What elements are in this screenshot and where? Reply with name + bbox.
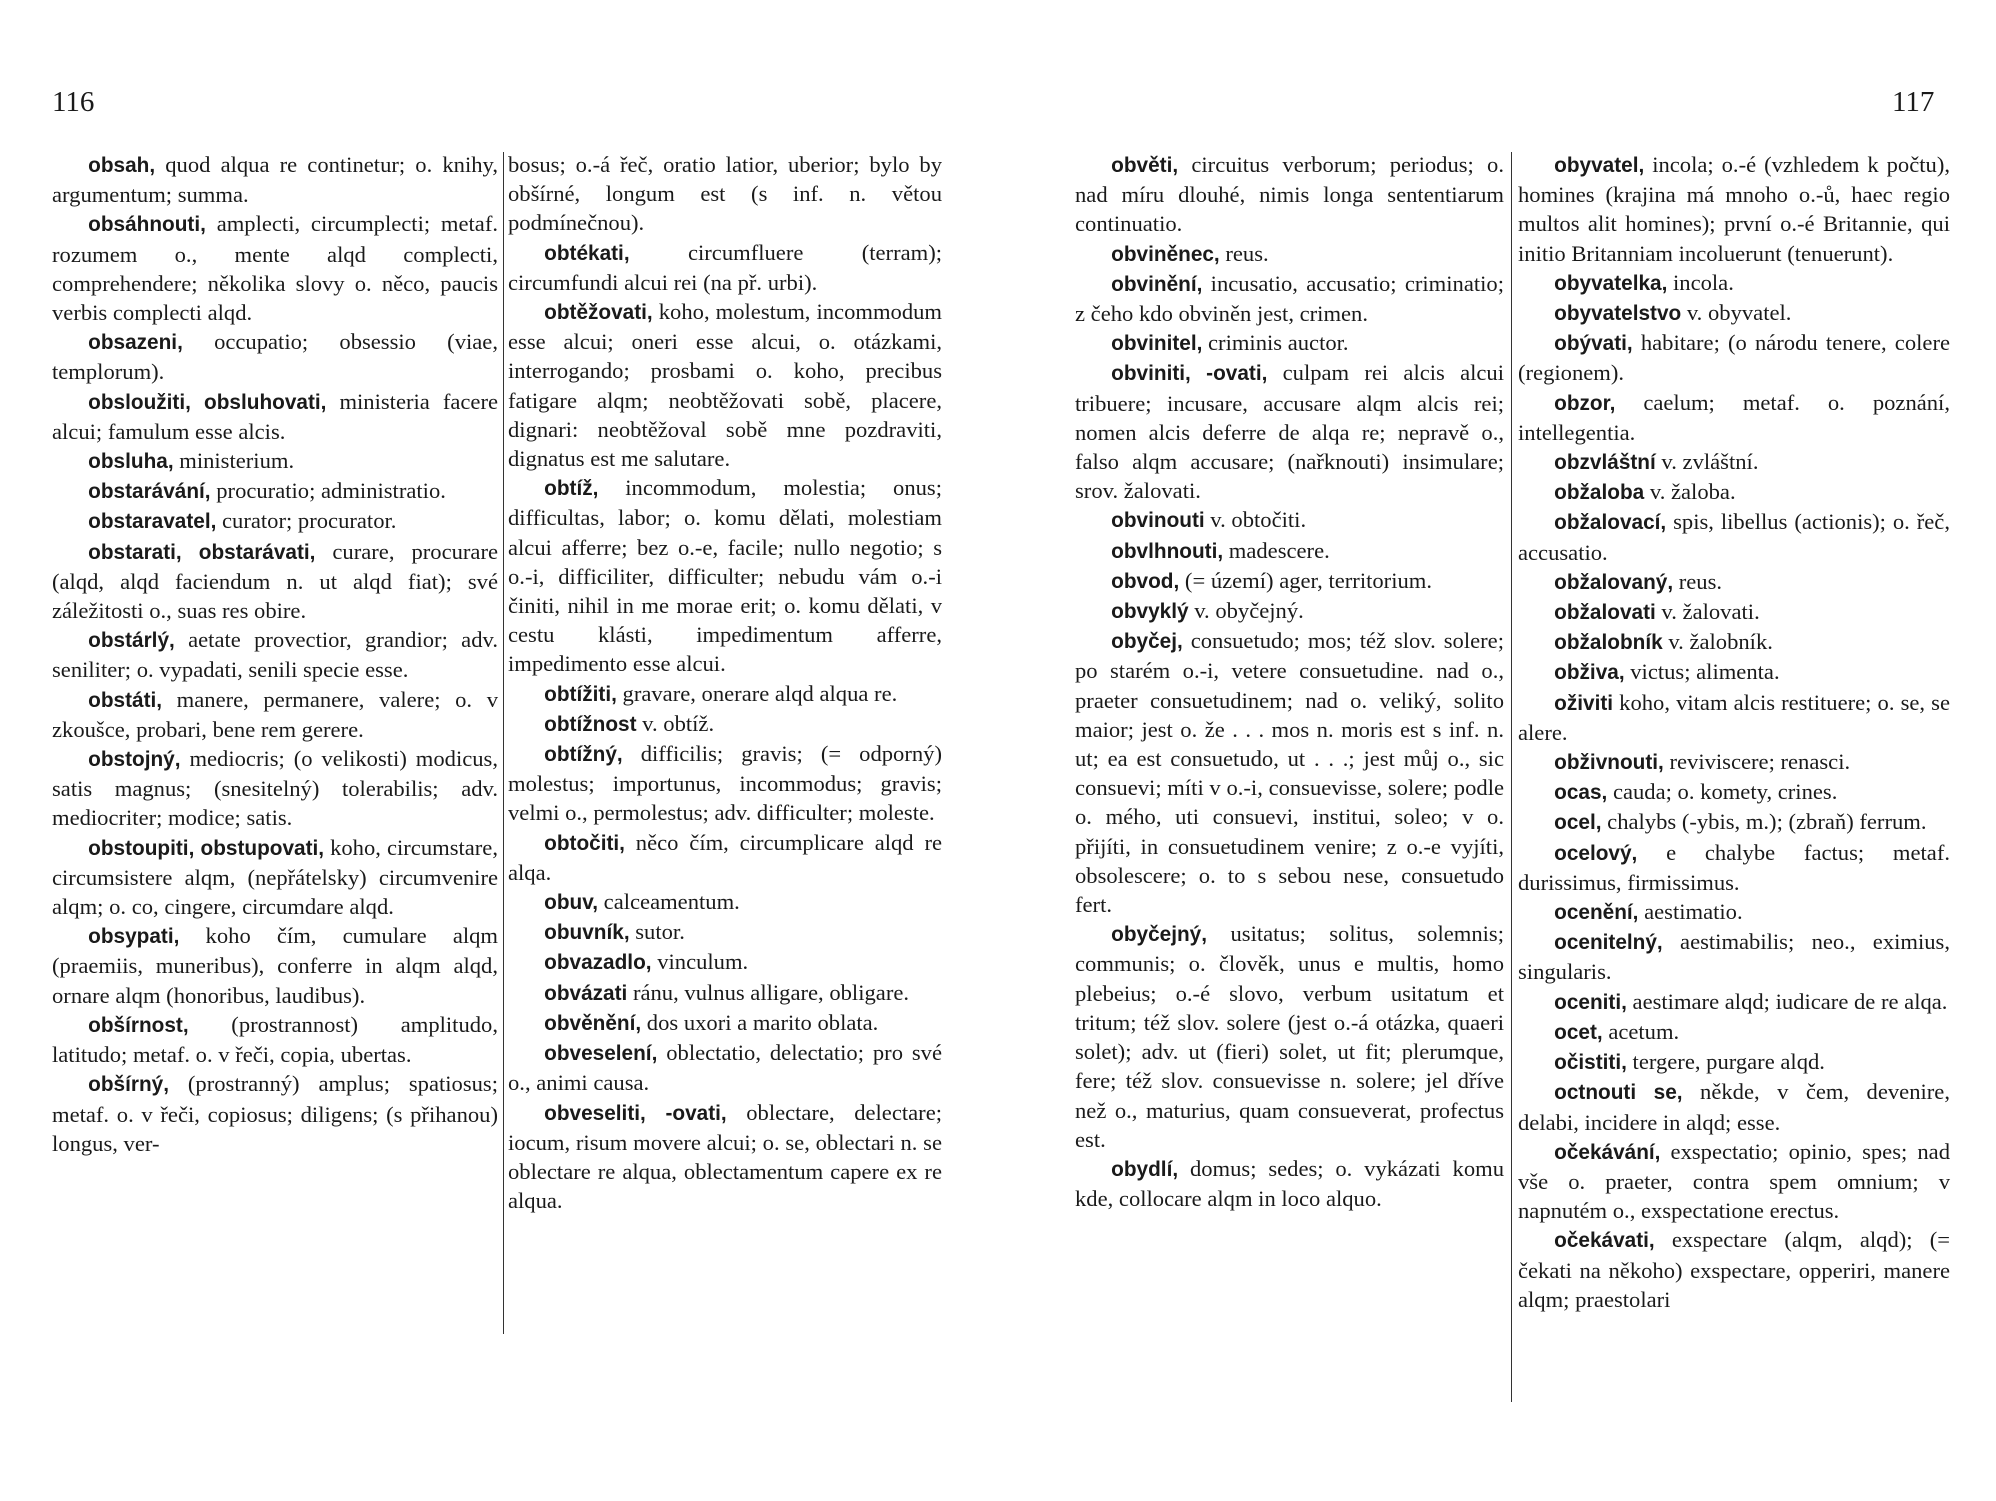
dictionary-entry [1075, 150, 1504, 239]
entry-headword: ocel, [1554, 811, 1602, 835]
entry-definition: koho čím, cumulare alqm (praemiis, muneribus), conferre in alqm alqd, ornare alqm (honoribus, laudibus). [52, 923, 498, 1008]
dictionary-entry [1518, 688, 1950, 747]
entry-definition: gravare, onerare alqd alqua re. [616, 680, 898, 706]
dictionary-entry [1518, 298, 1950, 328]
entry-headword: obuvník, [544, 921, 630, 945]
entry-definition: amplecti, circumplecti; metaf. rozumem o., mente alqd complecti, comprehendere; několika slovy o. něco, paucis verbis complecti alqd. [52, 211, 498, 326]
dictionary-entry [1075, 269, 1504, 328]
entry-definition: culpam rei alcis alcui tribuere; incusare, accusare alqm alcis rei; nomen alcis deferre de alqa re; nepravě o., falso alqm accusare; (nařknouti) insimulare; srov. žalovati. [1075, 360, 1504, 504]
dictionary-entry [1075, 536, 1504, 566]
entry-headword: očekávání, [1554, 1140, 1661, 1164]
dictionary-entry [1075, 626, 1504, 919]
dictionary-column-3 [1075, 150, 1504, 1213]
dictionary-entry [508, 679, 942, 709]
entry-headword: obsáhnouti, [88, 213, 206, 237]
entry-definition: v. žalobník. [1662, 629, 1773, 655]
entry-definition: caelum; metaf. o. poznání, intellegentia. [1518, 389, 1950, 445]
entry-headword: obtížiti, [544, 682, 617, 706]
entry-headword: obtěžovati, [544, 301, 653, 325]
entry-definition: v. žalovati. [1655, 599, 1760, 625]
dictionary-entry [52, 387, 498, 446]
dictionary-entry [52, 150, 498, 209]
dictionary-entry [52, 921, 498, 1010]
dictionary-entry [1518, 567, 1950, 597]
entry-headword: obvinění, [1111, 272, 1203, 296]
entry-headword: obsypati, [88, 925, 180, 949]
dictionary-entry [508, 150, 942, 238]
entry-headword: ocenění, [1554, 901, 1639, 925]
dictionary-entry [52, 209, 498, 327]
entry-definition: acetum. [1602, 1018, 1680, 1044]
entry-headword: ocas, [1554, 781, 1608, 805]
dictionary-column-4 [1518, 150, 1950, 1314]
dictionary-entry [1075, 919, 1504, 1154]
entry-definition: oblectare, delectare; iocum, risum movere alcui; o. se, oblectari n. se oblectare re alqua, oblectamentum capere ex re alqua. [508, 1099, 942, 1214]
entry-headword: oživiti [1554, 691, 1614, 715]
dictionary-entry [1518, 1077, 1950, 1136]
entry-headword: obydlí, [1111, 1157, 1179, 1181]
entry-definition: cauda; o. komety, crines. [1607, 779, 1838, 805]
dictionary-entry [1075, 239, 1504, 269]
dictionary-entry [1075, 358, 1504, 505]
entry-definition: (= území) ager, territorium. [1179, 567, 1432, 593]
entry-definition: koho, vitam alcis restituere; o. se, se alere. [1518, 689, 1950, 745]
dictionary-entry [1518, 477, 1950, 507]
entry-headword: octnouti se, [1554, 1081, 1683, 1105]
entry-definition: tergere, purgare alqd. [1626, 1049, 1825, 1075]
entry-headword: oceniti, [1554, 990, 1627, 1014]
entry-definition: v. zvláštní. [1655, 449, 1759, 475]
dictionary-entry [1518, 1017, 1950, 1047]
entry-definition: victus; alimenta. [1624, 659, 1780, 685]
entry-definition: mediocris; (o velikosti) modicus, satis magnus; (snesitelný) tolerabilis; adv. mediocriter; modice; satis. [52, 746, 498, 831]
entry-headword: obživa, [1554, 661, 1625, 685]
entry-headword: obyvatel, [1554, 154, 1645, 177]
entry-definition: usitatus; solitus, solemnis; communis; o. člověk, unus e multis, homo plebeius; o.-é slovo, verbum usitatum et tritum; též slov. solere (jest o.-á otázka, quaeri solet); adv. ut (fieri) solet, ut fit; plerumque, fere; též slov. consuevisse n. solere; jel dříve než o., maturius, quam consueverat, profectus est. [1075, 921, 1504, 1152]
dictionary-entry [52, 625, 498, 684]
entry-headword: obvyklý [1111, 600, 1189, 624]
entry-headword: obživnouti, [1554, 751, 1664, 775]
dictionary-entry [508, 828, 942, 887]
entry-headword: ocet, [1554, 1020, 1603, 1044]
entry-headword: ocenitelný, [1554, 931, 1663, 955]
dictionary-entry [1518, 927, 1950, 986]
dictionary-entry [508, 1038, 942, 1097]
dictionary-entry [1518, 807, 1950, 837]
entry-headword: obstarati, obstarávati, [88, 540, 316, 564]
entry-headword: obuv, [544, 891, 599, 915]
entry-definition: v. žaloba. [1644, 479, 1736, 505]
dictionary-entry [52, 476, 498, 506]
dictionary-entry [508, 978, 942, 1008]
entry-headword: obyčej, [1111, 630, 1183, 654]
dictionary-entry [52, 537, 498, 626]
entry-headword: obžaloba [1554, 481, 1645, 505]
entry-definition: incommodum, molestia; onus; difficultas, labor; o. komu dělati, molestiam alcui afferre; bez o.-e, facile; nullo negotio; s o.-i, difficiliter, difficulter; nebudu vám o.-i činiti, nihil in me morae erit; o. komu dělati, v cestu klásti, impedimentum afferre, impedimento esse alcui. [508, 475, 942, 677]
entry-headword: obtíž, [544, 477, 599, 501]
dictionary-entry [1075, 328, 1504, 358]
entry-headword: obsazeni, [88, 331, 183, 355]
entry-definition: curator; procurator. [216, 508, 397, 534]
entry-headword: obtížný, [544, 743, 623, 767]
dictionary-entry [52, 744, 498, 833]
entry-headword: obyčejný, [1111, 923, 1208, 947]
entry-definition: v. obyčejný. [1188, 598, 1304, 624]
entry-headword: obžalovati [1554, 601, 1656, 625]
entry-definition: domus; sedes; o. vykázati komu kde, collocare alqm in loco alquo. [1075, 1155, 1504, 1212]
dictionary-entry [1518, 388, 1950, 447]
dictionary-entry [52, 833, 498, 922]
entry-definition: aetate provectior, grandior; adv. seniliter; o. vypadati, senili specie esse. [52, 627, 498, 683]
dictionary-entry [52, 1069, 498, 1158]
entry-definition: aestimabilis; neo., eximius, singularis. [1518, 929, 1950, 985]
entry-definition: něco čím, circumplicare alqd re alqa. [508, 829, 942, 885]
dictionary-entry [1075, 505, 1504, 535]
entry-headword: obzor, [1554, 391, 1616, 415]
entry-headword: obstojný, [88, 748, 181, 772]
entry-headword: obtížnost [544, 712, 637, 736]
dictionary-entry [1518, 657, 1950, 687]
entry-definition: chalybs (-ybis, m.); (zbraň) ferrum. [1601, 809, 1927, 835]
dictionary-column-1 [52, 150, 498, 1158]
entry-headword: obstaravatel, [88, 510, 217, 534]
dictionary-entry [52, 506, 498, 536]
column-divider-left [503, 152, 504, 1334]
entry-definition: (prostrannost) amplitudo, latitudo; metaf. o. v řeči, copia, ubertas. [52, 1011, 498, 1068]
entry-definition: curare, procurare (alqd, alqd faciendum n. ut alqd fiat); své záležitosti o., suas res obire. [52, 538, 498, 624]
dictionary-entry [1518, 627, 1950, 657]
entry-definition: e chalybe factus; metaf. durissimus, firmissimus. [1518, 839, 1950, 895]
dictionary-entry [1518, 597, 1950, 627]
entry-headword: obžalovaný, [1554, 570, 1674, 594]
entry-headword: obstárlý, [88, 629, 175, 653]
entry-definition: procuratio; administratio. [210, 478, 446, 504]
entry-definition: reus. [1219, 240, 1269, 266]
entry-headword: obvázati [544, 981, 628, 1005]
entry-headword: obžalobník [1554, 631, 1663, 655]
entry-definition: occupatio; obsessio (viae, templorum). [52, 329, 498, 385]
entry-definition: spis, libellus (actionis); o. řeč, accusatio. [1518, 509, 1950, 565]
entry-definition: koho, circumstare, circumsistere alqm, (nepřátelsky) circumvenire alqm; o. co, cingere, circumdare alqd. [52, 834, 498, 920]
dictionary-entry [1075, 596, 1504, 626]
dictionary-entry [508, 1008, 942, 1038]
entry-headword: obsloužiti, obsluhovati, [88, 390, 327, 414]
dictionary-entry [508, 473, 942, 678]
dictionary-entry [508, 238, 942, 297]
entry-headword: obvinouti [1111, 509, 1205, 533]
entry-headword: obšírný, [88, 1073, 169, 1097]
entry-definition: madescere. [1223, 537, 1330, 563]
dictionary-entry [508, 709, 942, 739]
dictionary-column-2 [508, 150, 942, 1215]
page-number-left: 116 [52, 86, 95, 118]
dictionary-entry [1518, 150, 1950, 268]
dictionary-entry [1518, 777, 1950, 807]
entry-definition: bosus; o.-á řeč, oratio latior, uberior; bylo by obšírné, longum est (s inf. n. větou podmínečnou). [508, 152, 942, 236]
dictionary-entry [1518, 1047, 1950, 1077]
entry-definition: difficilis; gravis; (= odporný) molestus; importunus, incommodus; gravis; velmi o., permolestus; adv. difficulter; moleste. [508, 741, 942, 826]
entry-definition: criminis auctor. [1202, 330, 1349, 356]
entry-headword: obtočiti, [544, 831, 625, 855]
entry-definition: reviviscere; renasci. [1663, 749, 1851, 775]
entry-definition: v. obtočiti. [1204, 507, 1307, 533]
entry-headword: obžalovací, [1554, 511, 1667, 535]
entry-headword: obvlhnouti, [1111, 539, 1224, 563]
entry-headword: obyvatelstvo [1554, 302, 1682, 326]
entry-definition: circumfluere (terram); circumfundi alcui rei (na př. urbi). [508, 239, 942, 295]
entry-definition: incusatio, accusatio; criminatio; z čeho kdo obviněn jest, crimen. [1075, 270, 1504, 327]
entry-definition: habitare; (o národu tenere, colere (regionem). [1518, 330, 1950, 386]
entry-definition: v. obtíž. [636, 710, 715, 736]
entry-definition: někde, v čem, devenire, delabi, incidere in alqd; esse. [1518, 1079, 1950, 1135]
entry-headword: obvod, [1111, 569, 1180, 593]
entry-headword: obstáti, [88, 688, 163, 712]
entry-headword: očekávati, [1554, 1229, 1655, 1253]
dictionary-entry [1075, 1154, 1504, 1213]
entry-definition: exspectare (alqm, alqd); (= čekati na někoho) exspectare, opperiri, manere alqm; praestolari [1518, 1227, 1950, 1312]
entry-headword: obviniti, -ovati, [1111, 362, 1268, 386]
entry-definition: ministerium. [173, 448, 295, 474]
dictionary-entry [508, 1098, 942, 1216]
entry-headword: obšírnost, [88, 1013, 189, 1037]
entry-headword: obyvatelka, [1554, 271, 1668, 295]
entry-headword: obveselení, [544, 1042, 658, 1066]
entry-headword: obsah, [88, 154, 156, 177]
entry-headword: očistiti, [1554, 1051, 1627, 1075]
entry-definition: incola. [1667, 269, 1734, 295]
entry-definition: circuitus verborum; periodus; o. nad míru dlouhé, nimis longa sententiarum continuatio. [1075, 152, 1504, 237]
entry-headword: obvazadlo, [544, 951, 652, 975]
dictionary-entry [1518, 747, 1950, 777]
entry-headword: obsluha, [88, 450, 174, 474]
dictionary-entry [508, 887, 942, 917]
dictionary-entry [52, 685, 498, 744]
entry-headword: ocelový, [1554, 841, 1638, 865]
dictionary-entry [52, 327, 498, 386]
entry-definition: oblectatio, delectatio; pro své o., animi causa. [508, 1040, 942, 1096]
dictionary-entry [508, 297, 942, 473]
entry-definition: ministeria facere alcui; famulum esse alcis. [52, 388, 498, 444]
entry-headword: obveseliti, -ovati, [544, 1101, 727, 1125]
dictionary-entry [52, 1010, 498, 1069]
dictionary-entry [1518, 987, 1950, 1017]
entry-definition: incola; o.-é (vzhledem k počtu), homines (krajina má mnoho o.-ů, haec regio multos alit homines); první o.-é Britannie, qui initio Britanniam incoluerunt (tenuerunt). [1518, 152, 1950, 266]
entry-headword: obtékati, [544, 241, 630, 265]
entry-definition: v. obyvatel. [1681, 300, 1792, 326]
entry-definition: aestimare alqd; iudicare de re alqa. [1626, 988, 1948, 1014]
page-number-right: 117 [1892, 86, 1935, 118]
entry-headword: obvěti, [1111, 154, 1179, 177]
entry-definition: dos uxori a marito oblata. [641, 1009, 879, 1035]
entry-headword: obstarávání, [88, 480, 211, 504]
dictionary-entry [1518, 838, 1950, 897]
entry-headword: obvěnění, [544, 1011, 642, 1035]
dictionary-entry [1075, 566, 1504, 596]
entry-definition: vinculum. [651, 949, 749, 975]
entry-definition: (prostranný) amplus; spatiosus; metaf. o. v řeči, copiosus; diligens; (s přihanou) longus, ver- [52, 1071, 498, 1156]
dictionary-entry [1518, 268, 1950, 298]
entry-definition: koho, molestum, incommodum esse alcui; oneri esse alcui, o. otázkami, interrogando; prosbami o. koho, precibus fatigare alqm; neobtěžovati sobě, placere, dignari: neobtěžoval sobě mne pozdraviti, dignatus est me salutare. [508, 299, 942, 472]
entry-definition: manere, permanere, valere; o. v zkoušce, probari, bene rem gerere. [52, 686, 498, 742]
dictionary-entry [508, 917, 942, 947]
dictionary-entry [1518, 897, 1950, 927]
dictionary-entry [1518, 447, 1950, 477]
dictionary-entry [52, 446, 498, 476]
dictionary-entry [508, 739, 942, 828]
entry-headword: obstoupiti, obstupovati, [88, 836, 325, 860]
entry-definition: ránu, vulnus alligare, obligare. [627, 979, 910, 1005]
entry-definition: sutor. [629, 919, 685, 945]
column-divider-right [1511, 152, 1512, 1402]
entry-definition: exspectatio; opinio, spes; nad vše o. praeter, contra spem omnium; v napnutém o., exspectatione erectus. [1518, 1138, 1950, 1224]
dictionary-entry [1518, 328, 1950, 387]
entry-headword: obvinitel, [1111, 332, 1203, 356]
entry-headword: obzvláštní [1554, 451, 1656, 475]
dictionary-entry [1518, 1137, 1950, 1226]
entry-headword: obývati, [1554, 332, 1633, 356]
dictionary-entry [1518, 1225, 1950, 1314]
entry-definition: consuetudo; mos; též slov. solere; po starém o.-i, vetere consuetudine. nad o., praeter consuetudinem; nad o. veliký, solito maior; jest o. že . . . mos n. moris est s inf. n. ut; ea est consuetudo, ut . . .; jest můj o., sic consuevi; míti v o.-i, consuevisse, solere; podle o. mého, uti consuevi, institui, soleo; v o. přijíti, in consuetudinem venire; z o.-e vyjíti, obsolescere; o. to s sebou nese, consuetudo fert. [1075, 628, 1504, 918]
entry-headword: obviněnec, [1111, 242, 1220, 266]
entry-definition: aestimatio. [1638, 899, 1743, 925]
dictionary-entry [1518, 507, 1950, 566]
dictionary-entry [508, 947, 942, 977]
entry-definition: calceamentum. [598, 889, 740, 915]
entry-definition: quod alqua re continetur; o. knihy, argumentum; summa. [52, 152, 498, 208]
entry-definition: reus. [1673, 568, 1723, 594]
